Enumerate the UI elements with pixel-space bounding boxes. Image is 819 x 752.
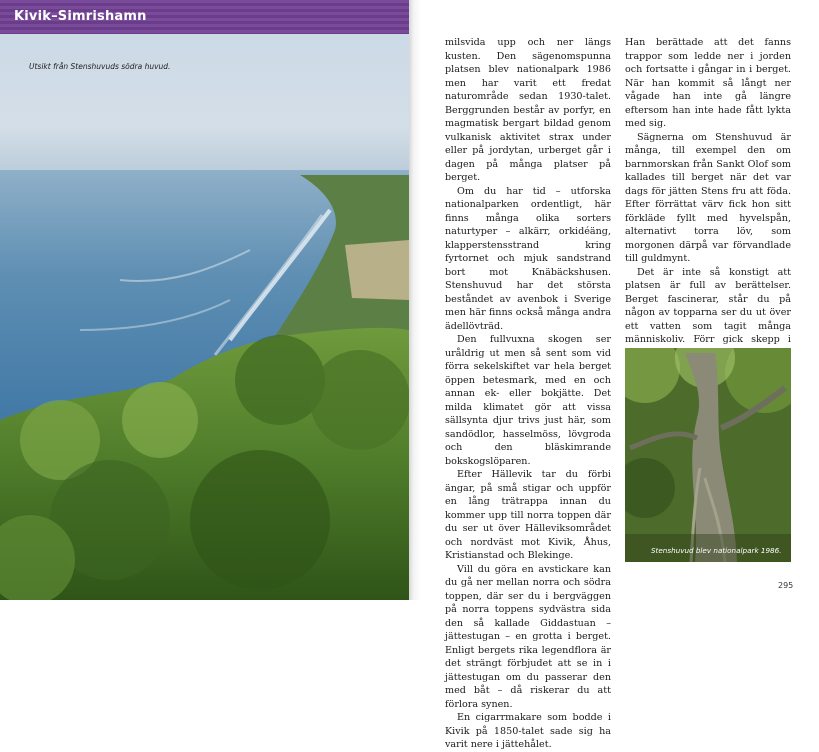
paragraph: Om du har tid – utforska nationalparken ordentligt, här finns många olika sorters naturtyper – alkärr, orkidéäng, klapperstensstrand kring fyrtornet och mjuk sandstrand bort mot Knäbäckshusen. Stenshuvud har det största beståndet av avenbok i Sverige men här finns också många andra ädellövträd. (445, 185, 611, 332)
paragraph: Sägnerna om Stenshuvud är många, till exempel den om barnmorskan från Sankt Olof som kallades till berget när det var dags för jätten Stens fru att föda. Efter förrättat värv fick hon sitt förkläde fyllt med hyvelspån, alternativt torra löv, som morgonen därpå var förvandlade till guldmynt. (625, 131, 791, 264)
coastal-view-photo (0, 0, 409, 600)
paragraph: Efter Hällevik tar du förbi ängar, på små stigar och uppför en lång trätrappa innan du kommer upp till norra toppen där du ser ut över Hälleviksområdet och nordväst mot Kivik, Åhus, Kristianstad och Blekinge. (445, 469, 611, 561)
paragraph: Han berättade att det fanns trappor som ledde ner i jorden och fortsatte i gångar in i berget. När han kommit så långt ner vågade han inte gå längre eftersom han inte hade fått lykta med sig. (625, 37, 791, 129)
paragraph: milsvida upp och ner längs kusten. Den sägenomspunna platsen blev nationalpark 1986 men har varit ett fredat naturområde sedan 1930-talet. Berggrunden består av porfyr, en magmatisk bergart bildad genom vulkanisk aktivitet strax under eller på jordytan, urberget går i dagen på många platser på berget. (445, 37, 611, 183)
tree-photo (625, 348, 791, 562)
photo-caption: Utsikt från Stenshuvuds södra huvud. (29, 62, 171, 71)
chapter-title: Kivik–Simrishamn (14, 9, 147, 24)
paragraph: Den fullvuxna skogen ser uråldrig ut men så sent som vid förra sekelskiftet var hela berget öppen betesmark, med en och annan ek- eller bokjätte. Det milda klimatet gör att vissa sällsynta djur trivs just här, som sandödlor, hasselmöss, lövgroda och den bläskimrande bokskogslöparen. (445, 334, 611, 467)
page-number: 295 (778, 581, 794, 590)
tree-photo-caption: Stenshuvud blev nationalpark 1986. (651, 546, 782, 555)
paragraph: Det är inte så konstigt att platsen är full av berättelser. Berget fascinerar, står du på någon av topparna ser du ut över ett vatten som tagit många människoliv. Förr gick skepp i (625, 266, 791, 345)
paragraph: En cigarrmakare som bodde i Kivik på 1850-talet sade sig ha varit nere i jättehålet. (445, 712, 611, 750)
page-gutter (409, 0, 421, 600)
text-column-1 (445, 36, 611, 752)
paragraph: Vill du göra en avstickare kan du gå ner mellan norra och södra toppen, där ser du i bergväggen på norra toppens sydvästra sida den så kallade Giddastuan – jättestugan – en grotta i berget. Enligt bergets rika legendflora är det strängt förbjudet att se in i jättestugan om du passerar den med båt – då riskerar du att förlora synen. (445, 563, 611, 710)
left-page (0, 0, 409, 600)
